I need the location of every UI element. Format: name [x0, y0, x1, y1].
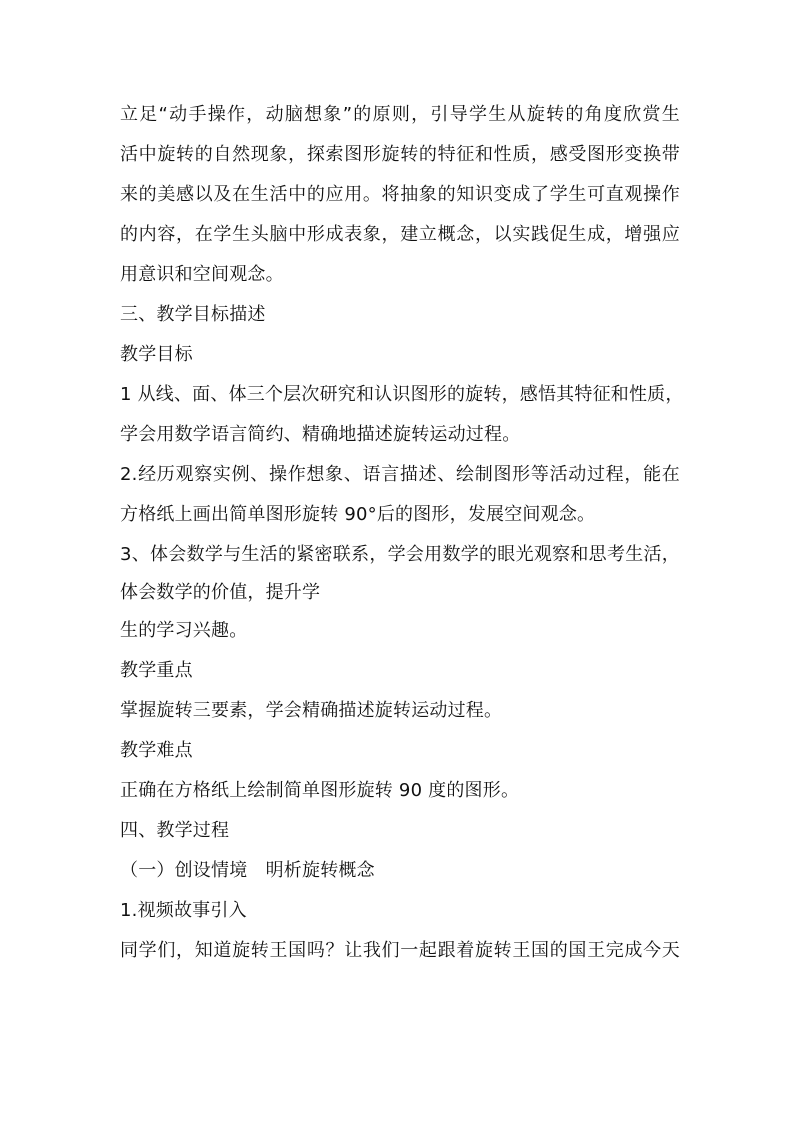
- paragraph-line: 活中旋转的自然现象，探索图形旋转的特征和性质，感受图形变换带: [120, 144, 680, 165]
- difficulty-line: 正确在方格纸上绘制简单图形旋转 90 度的图形。: [120, 780, 520, 801]
- objective-line: 学会用数学语言简约、精确地描述旋转运动过程。: [120, 424, 521, 445]
- objective-line: 生的学习兴趣。: [120, 620, 248, 641]
- paragraph-line: 的内容，在学生头脑中形成表象，建立概念，以实践促生成，增强应: [120, 224, 680, 245]
- subheading-difficulties: 教学难点: [120, 740, 193, 761]
- paragraph-line: 立足“动手操作，动脑想象”的原则，引导学生从旋转的角度欣赏生: [120, 104, 680, 125]
- key-point-line: 掌握旋转三要素，学会精确描述旋转运动过程。: [120, 700, 503, 721]
- subheading-key-points: 教学重点: [120, 660, 193, 681]
- section-heading: 三、教学目标描述: [120, 304, 266, 325]
- objective-line: 体会数学的价值，提升学: [120, 582, 321, 603]
- objective-line: 方格纸上画出简单图形旋转 90°后的图形，发展空间观念。: [120, 504, 596, 525]
- subheading-objectives: 教学目标: [120, 344, 193, 365]
- paragraph-line: 同学们，知道旋转王国吗？让我们一起跟着旋转王国的国王完成今天: [120, 940, 680, 961]
- document-page: [120, 95, 684, 971]
- paragraph-line: 用意识和空间观念。: [120, 264, 284, 285]
- objective-line: 3、体会数学与生活的紧密联系，学会用数学的眼光观察和思考生活，: [120, 544, 680, 565]
- section-heading: 四、教学过程: [120, 820, 230, 841]
- paragraph-line: 来的美感以及在生活中的应用。将抽象的知识变成了学生可直观操作: [120, 184, 680, 205]
- subsection-heading: （一）创设情境 明析旋转概念: [120, 860, 375, 881]
- objective-line: 2.经历观察实例、操作想象、语言描述、绘制图形等活动过程，能在: [120, 464, 680, 485]
- objective-line: 1 从线、面、体三个层次研究和认识图形的旋转，感悟其特征和性质，: [120, 384, 684, 405]
- step-heading: 1.视频故事引入: [120, 900, 247, 921]
